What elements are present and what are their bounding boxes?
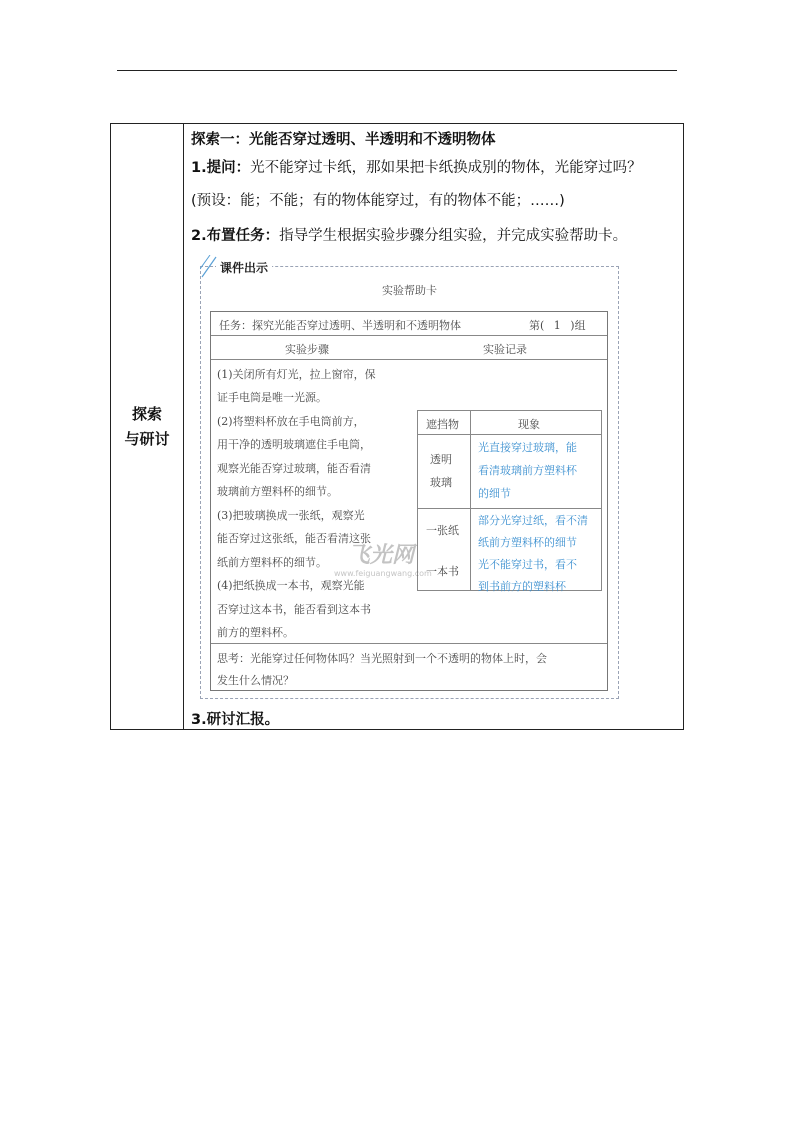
record-r2-object: 一张纸 <box>426 524 459 537</box>
step-line: 前方的塑料杯。 <box>217 626 294 639</box>
watermark-logo <box>330 538 470 588</box>
record-r2-object: 一本书 <box>426 565 459 578</box>
record-col-divider <box>470 411 471 590</box>
question-1 <box>191 156 642 177</box>
step-line: (2)将塑料杯放在手电筒前方， <box>217 415 365 428</box>
question-2-prefix: 2.布置任务： <box>191 228 280 244</box>
presets-text: (预设：能；不能；有的物体能穿过，有的物体不能；……) <box>191 193 565 209</box>
step-line: (1)关闭所有灯光，拉上窗帘，保 <box>217 368 376 381</box>
row-label-line-1: 探索 <box>131 404 162 423</box>
record-r1-phenomenon: 的细节 <box>478 487 511 500</box>
courseware-label: 课件出示 <box>216 259 272 276</box>
record-r2-phenomenon: 纸前方塑料杯的细节 <box>478 536 577 549</box>
group-prefix: 第( <box>529 319 545 332</box>
header-row <box>211 335 607 360</box>
think-line: 发生什么情况？ <box>217 674 294 687</box>
step-line: 玻璃前方塑料杯的细节。 <box>217 485 338 498</box>
group-label <box>529 317 586 333</box>
col-steps: 实验步骤 <box>285 343 329 356</box>
step-line: 能否穿过这张纸，能否看清这张 <box>217 532 371 545</box>
col-record: 实验记录 <box>483 343 527 356</box>
record-header <box>418 411 601 435</box>
record-r1-object: 透明 <box>430 453 452 466</box>
step-line: 纸前方塑料杯的细节。 <box>217 556 327 569</box>
watermark-url: www.feiguangwang.com <box>334 569 432 578</box>
row-label <box>124 402 169 452</box>
header-rule <box>117 70 677 71</box>
step-line: 观察光能否穿过玻璃，能否看清 <box>217 462 371 475</box>
card-title: 实验帮助卡 <box>382 284 437 297</box>
step-line: (4)把纸换成一本书，观察光能 <box>217 579 365 592</box>
question-3: 3.研讨汇报。 <box>191 712 280 728</box>
record-r2-phenomenon: 光不能穿过书，看不 <box>478 558 577 571</box>
record-r1-phenomenon: 看清玻璃前方塑料杯 <box>478 464 577 477</box>
record-r2-phenomenon: 部分光穿过纸，看不清 <box>478 514 588 527</box>
question-1-prefix: 1.提问： <box>191 160 251 176</box>
task-row <box>211 312 607 336</box>
experiment-card <box>210 311 608 691</box>
record-r1-phenomenon: 光直接穿过玻璃，能 <box>478 441 577 454</box>
record-r1-object: 玻璃 <box>430 476 452 489</box>
question-1-text: 光不能穿过卡纸，那如果把卡纸换成别的物体，光能穿过吗？ <box>250 160 642 176</box>
row-label-line-2: 与研讨 <box>124 429 170 448</box>
think-line: 思考：光能穿过任何物体吗？当光照射到一个不透明的物体上时，会 <box>217 652 547 665</box>
row-label-cell <box>111 124 184 729</box>
section-title: 探索一：光能否穿过透明、半透明和不透明物体 <box>191 132 496 148</box>
task-text: 任务：探究光能否穿过透明、半透明和不透明物体 <box>219 319 461 332</box>
step-line: (3)把玻璃换成一张纸，观察光 <box>217 509 365 522</box>
step-line: 否穿过这本书，能否看到这本书 <box>217 603 371 616</box>
group-number: 1 <box>553 319 561 332</box>
record-r2-phenomenon: 到书前方的塑料杯 <box>478 580 566 593</box>
question-2-text: 指导学生根据实验步骤分组实验，并完成实验帮助卡。 <box>279 228 628 244</box>
watermark-text: 飞光网 <box>348 543 415 568</box>
step-line: 证手电筒是唯一光源。 <box>217 391 327 404</box>
record-h-phenomenon: 现象 <box>518 418 540 431</box>
group-suffix: )组 <box>570 319 586 332</box>
think-divider <box>211 643 607 644</box>
record-row-divider <box>418 508 601 509</box>
question-2 <box>191 224 627 245</box>
record-h-object: 遮挡物 <box>426 418 459 431</box>
step-line: 用干净的透明玻璃遮住手电筒， <box>217 438 371 451</box>
